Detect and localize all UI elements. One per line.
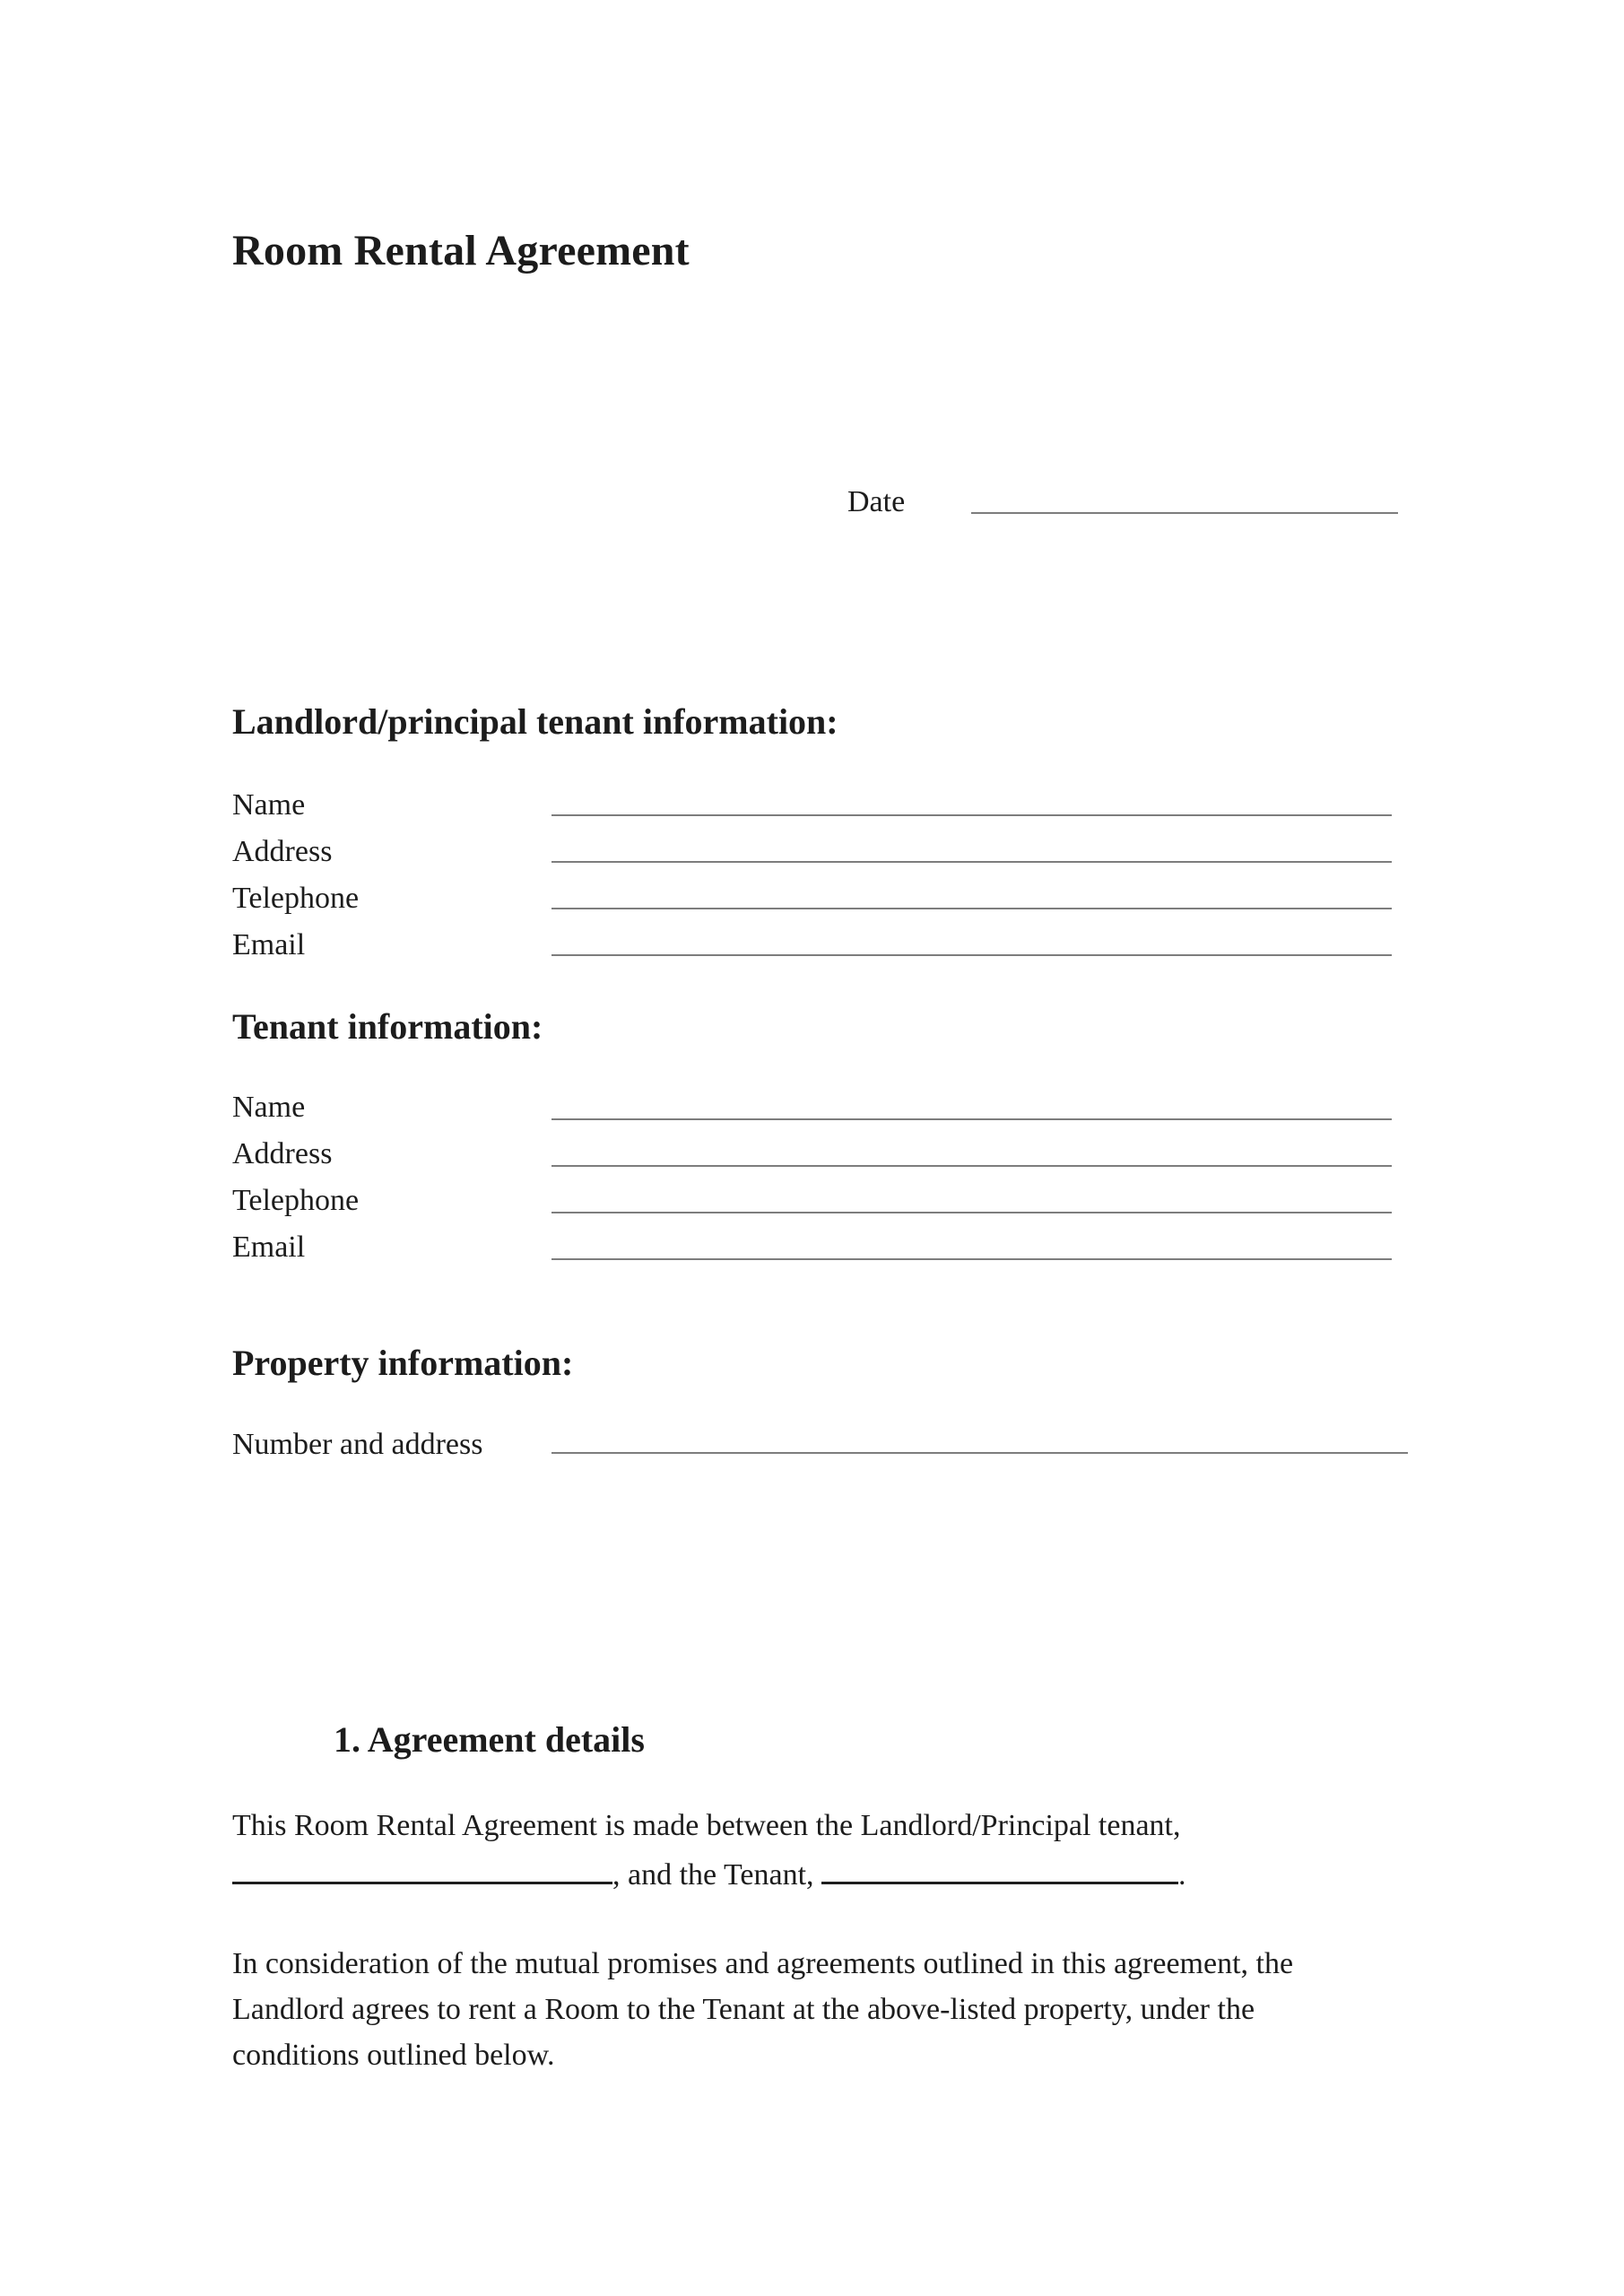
- agreement-paragraph1-line1: This Room Rental Agreement is made between the Landlord/Principal tenant,: [232, 1809, 1181, 1842]
- landlord-name-fill-blank[interactable]: [232, 1882, 612, 1884]
- landlord-name-blank-line[interactable]: [551, 814, 1392, 816]
- landlord-address-blank-line[interactable]: [551, 861, 1392, 863]
- landlord-name-label: Name: [232, 788, 306, 822]
- tenant-email-label: Email: [232, 1231, 306, 1264]
- property-section-heading: Property information:: [232, 1343, 574, 1383]
- tenant-name-blank-line[interactable]: [551, 1118, 1392, 1120]
- property-number-address-blank-line[interactable]: [551, 1452, 1408, 1454]
- tenant-section-heading: Tenant information:: [232, 1006, 543, 1047]
- agreement-paragraph1-line2: [232, 1857, 1186, 1892]
- tenant-name-label: Name: [232, 1091, 306, 1124]
- tenant-address-label: Address: [232, 1137, 333, 1170]
- landlord-section-heading: Landlord/principal tenant information:: [232, 701, 838, 742]
- agreement-paragraph1-line2-text: , and the Tenant,: [612, 1858, 822, 1892]
- landlord-email-blank-line[interactable]: [551, 954, 1392, 956]
- landlord-telephone-blank-line[interactable]: [551, 908, 1392, 909]
- tenant-email-blank-line[interactable]: [551, 1258, 1392, 1260]
- document-title: Room Rental Agreement: [232, 227, 690, 274]
- tenant-telephone-blank-line[interactable]: [551, 1212, 1392, 1213]
- agreement-paragraph2-line1: In consideration of the mutual promises and agreements outlined in this agreement, the: [232, 1947, 1294, 1980]
- date-label: Date: [847, 485, 906, 518]
- agreement-paragraph2-line3: conditions outlined below.: [232, 2039, 555, 2072]
- landlord-telephone-label: Telephone: [232, 882, 360, 915]
- tenant-telephone-label: Telephone: [232, 1184, 360, 1217]
- agreement-paragraph1-line2-period: .: [1178, 1858, 1186, 1892]
- property-number-address-label: Number and address: [232, 1428, 483, 1461]
- landlord-address-label: Address: [232, 835, 333, 868]
- agreement-paragraph2-line2: Landlord agrees to rent a Room to the Tenant at the above-listed property, under the: [232, 1993, 1255, 2026]
- tenant-name-fill-blank[interactable]: [821, 1882, 1178, 1884]
- landlord-email-label: Email: [232, 928, 306, 961]
- tenant-address-blank-line[interactable]: [551, 1165, 1392, 1167]
- agreement-details-heading: 1. Agreement details: [334, 1719, 645, 1760]
- date-blank-line[interactable]: [971, 512, 1398, 514]
